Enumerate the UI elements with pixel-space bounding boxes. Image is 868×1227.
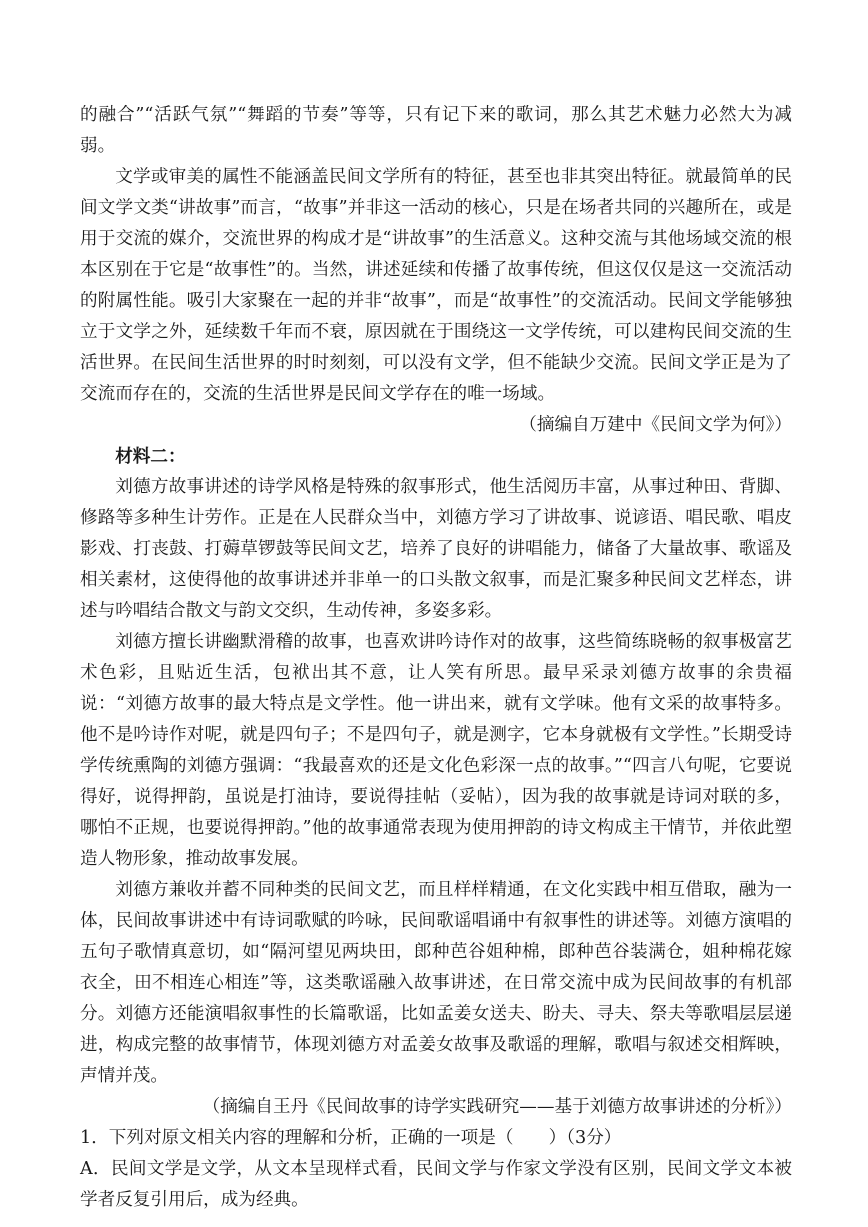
paragraph: 文学或审美的属性不能涵盖民间文学所有的特征，甚至也非其突出特征。就最简单的民间文学文类“讲故事”而言，“故事”并非这一活动的核心，只是在场者共同的兴趣所在，或是用于交流的媒介，交流世界的构成才是“讲故事”的生活意义。这种交流与其他场域交流的根本区别在于它是“故事性”的。当然，讲述延续和传播了故事传统，但这仅仅是这一交流活动的附属性能。吸引大家聚在一起的并非“故事”，而是“故事性”的交流活动。民间文学能够独立于文学之外，延续数千年而不衰，原因就在于围绕这一文学传统，可以建构民间交流的生活世界。在民间生活世界的时时刻刻，可以没有文学，但不能缺少交流。民间文学正是为了交流而存在的，交流的生活世界是民间文学存在的唯一场域。 [80,167,792,404]
material-heading: 材料二： [115,446,186,467]
paragraph: 刘德方故事讲述的诗学风格是特殊的叙事形式，他生活阅历丰富，从事过种田、背脚、修路等多种生计劳作。正是在人民群众当中，刘德方学习了讲故事、说谚语、唱民歌、唱皮影戏、打丧鼓、打薅草锣鼓等民间文艺，培养了良好的讲唱能力，储备了大量故事、歌谣及相关素材，这使得他的故事讲述并非单一的口头散文叙事，而是汇聚多种民间文艺样态，讲述与吟唱结合散文与韵文交织，生动传神，多姿多彩。 [80,477,792,621]
source-citation: （摘编自万建中《民间文学为何》） [519,415,792,435]
paragraph-continuation: 的融合”“活跃气氛”“舞蹈的节奏”等等，只有记下来的歌词，那么其艺术魅力必然大为减弱。 [80,105,792,156]
paragraph: 刘德方兼收并蓄不同种类的民间文艺，而且样样精通，在文化实践中相互借取，融为一体，民间故事讲述中有诗词歌赋的吟咏，民间歌谣唱诵中有叙事性的讲述等。刘德方演唱的五句子歌情真意切，如“隔河望见两块田，郎种芭谷姐种棉，郎种芭谷装满仓，姐种棉花嫁衣全，田不相连心相连”等，这类歌谣融入故事讲述，在日常交流中成为民间故事的有机部分。刘德方还能演唱叙事性的长篇歌谣，比如孟姜女送夫、盼夫、寻夫、祭夫等歌唱层层递进，构成完整的故事情节，体现刘德方对孟姜女故事及歌谣的理解，歌唱与叙述交相辉映，声情并茂。 [80,880,792,1086]
paragraph: 刘德方擅长讲幽默滑稽的故事，也喜欢讲吟诗作对的故事，这些简练晓畅的叙事极富艺术色彩，且贴近生活，包袱出其不意，让人笑有所思。最早采录刘德方故事的余贵福说：“刘德方故事的最大特点是文学性。他一讲出来，就有文学味。他有文采的故事特多。他不是吟诗作对呢，就是四句子；不是四句子，就是测字，它本身就极有文学性。”长期受诗学传统熏陶的刘德方强调：“我最喜欢的还是文化色彩深一点的故事。”“四言八句呢，它要说得好，说得押韵，虽说是打油诗，要说得挂帖（妥帖），因为我的故事就是诗词对联的多，哪怕不正规，也要说得押韵。”他的故事通常表现为使用押韵的诗文构成主干情节，并依此塑造人物形象，推动故事发展。 [80,632,792,869]
question-stem: 1．下列对原文相关内容的理解和分析，正确的一项是（ ）（3分） [80,1128,622,1148]
question-option-a: A．民间文学是文学，从文本呈现样式看，民间文学与作家文学没有区别，民间文学文本被学者反复引用后，成为经典。 [80,1159,792,1210]
document-page [80,100,792,1216]
source-citation: （摘编自王丹《民间故事的诗学实践研究——基于刘德方故事讲述的分析》） [202,1097,792,1117]
